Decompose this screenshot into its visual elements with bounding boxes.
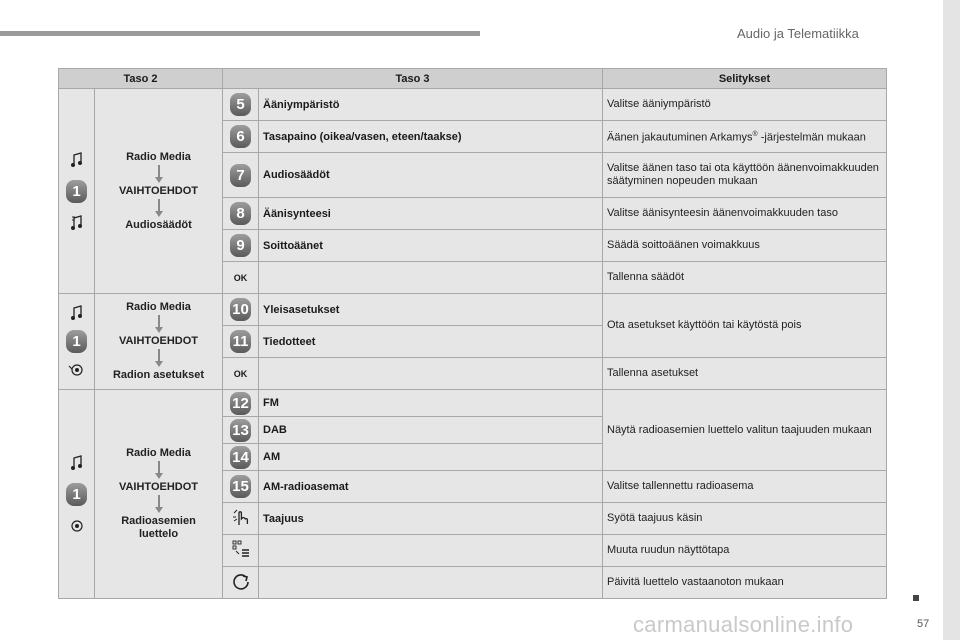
group1-icons	[59, 89, 95, 294]
row-description: Muuta ruudun näyttötapa	[603, 535, 887, 567]
row-label	[259, 358, 603, 390]
step-badge-8: 8	[230, 202, 251, 225]
row-description: Valitse äänen taso tai ota käyttöön äänenvoimakkuuden säätyminen nopeuden mukaan	[603, 153, 887, 198]
row-description: Tallenna asetukset	[603, 358, 887, 390]
row-description: Päivitä luettelo vastaanoton mukaan	[603, 567, 887, 599]
menu-step: VAIHTOEHDOT	[118, 481, 199, 493]
refresh-icon	[231, 571, 251, 591]
step-badge-1: 1	[66, 330, 87, 353]
row-label: AM	[259, 444, 603, 471]
row-description: Näytä radioasemien luettelo valitun taajuuden mukaan	[603, 390, 887, 471]
row-label	[259, 535, 603, 567]
page-marker	[913, 595, 919, 601]
group2-icons	[59, 294, 95, 390]
music-note-icon	[70, 305, 84, 321]
row-label	[259, 262, 603, 294]
row-label: Yleisasetukset	[259, 294, 603, 326]
row-description: Valitse äänisynteesin äänenvoimakkuuden taso	[603, 198, 887, 230]
row-icon-cell	[223, 567, 259, 599]
row-label	[259, 567, 603, 599]
settings-table	[58, 68, 887, 599]
step-badge-1: 1	[66, 180, 87, 203]
music-settings-icon	[70, 215, 84, 231]
row-label: FM	[259, 390, 603, 417]
table-row	[59, 294, 887, 326]
page-edge-strip	[943, 0, 960, 640]
menu-step: Radioasemien luettelo	[121, 515, 196, 540]
column-header-taso2: Taso 2	[59, 69, 223, 89]
step-badge-5: 5	[230, 93, 251, 116]
step-badge-9: 9	[230, 234, 251, 257]
section-title: Audio ja Telematiikka	[737, 26, 859, 41]
step-badge-7: 7	[230, 164, 251, 187]
arrow-down-icon	[154, 165, 164, 184]
view-list-icon	[231, 540, 251, 558]
row-description: Valitse ääniympäristö	[603, 89, 887, 121]
table-row	[59, 89, 887, 121]
table-header-row	[59, 69, 887, 89]
arrow-down-icon	[154, 199, 164, 218]
group1-menu-path	[95, 89, 223, 294]
row-label: Audiosäädöt	[259, 153, 603, 198]
row-description: Syötä taajuus käsin	[603, 503, 887, 535]
row-label: Tasapaino (oikea/vasen, eteen/taakse)	[259, 121, 603, 153]
step-badge-13: 13	[230, 419, 251, 442]
row-label: Taajuus	[259, 503, 603, 535]
music-note-icon	[70, 152, 84, 168]
header-bar	[0, 31, 480, 36]
watermark: carmanualsonline.info	[633, 612, 854, 637]
ok-label: OK	[223, 262, 259, 294]
row-description: Tallenna säädöt	[603, 262, 887, 294]
ok-label: OK	[223, 358, 259, 390]
column-header-taso3: Taso 3	[223, 69, 603, 89]
menu-step: Audiosäädöt	[125, 218, 192, 231]
row-icon-cell	[223, 503, 259, 535]
step-badge-10: 10	[230, 298, 251, 321]
hand-touch-icon	[231, 507, 251, 527]
row-description: Ota asetukset käyttöön tai käytöstä pois	[603, 294, 887, 358]
table-row	[59, 390, 887, 417]
row-icon-cell	[223, 535, 259, 567]
row-label: Äänisynteesi	[259, 198, 603, 230]
menu-step: VAIHTOEHDOT	[118, 335, 199, 347]
step-badge-15: 15	[230, 475, 251, 498]
row-label: Tiedotteet	[259, 326, 603, 358]
row-label: AM-radioasemat	[259, 471, 603, 503]
radio-antenna-icon	[69, 518, 85, 534]
row-label: DAB	[259, 417, 603, 444]
menu-step: Radio Media	[126, 447, 191, 459]
group3-menu-path	[95, 390, 223, 599]
row-description: Säädä soittoäänen voimakkuus	[603, 230, 887, 262]
radio-settings-icon	[68, 362, 86, 378]
row-label: Soittoäänet	[259, 230, 603, 262]
menu-step: Radio Media	[126, 150, 191, 163]
menu-step: Radio Media	[126, 301, 191, 313]
menu-step: Radion asetukset	[112, 369, 205, 381]
page-number: 57	[917, 618, 930, 630]
group3-icons	[59, 390, 95, 599]
menu-step: VAIHTOEHDOT	[118, 184, 199, 197]
step-badge-12: 12	[230, 392, 251, 415]
music-note-icon	[70, 455, 84, 471]
arrow-down-icon	[154, 315, 164, 334]
arrow-down-icon	[154, 495, 164, 514]
step-badge-1: 1	[66, 483, 87, 506]
row-label: Ääniympäristö	[259, 89, 603, 121]
column-header-selitykset: Selitykset	[603, 69, 887, 89]
row-description: Valitse tallennettu radioasema	[603, 471, 887, 503]
arrow-down-icon	[154, 461, 164, 480]
row-description: Äänen jakautuminen Arkamys® -järjestelmän mukaan	[603, 121, 887, 153]
step-badge-14: 14	[230, 446, 251, 469]
arrow-down-icon	[154, 349, 164, 368]
group2-menu-path	[95, 294, 223, 390]
step-badge-11: 11	[230, 330, 251, 353]
step-badge-6: 6	[230, 125, 251, 148]
